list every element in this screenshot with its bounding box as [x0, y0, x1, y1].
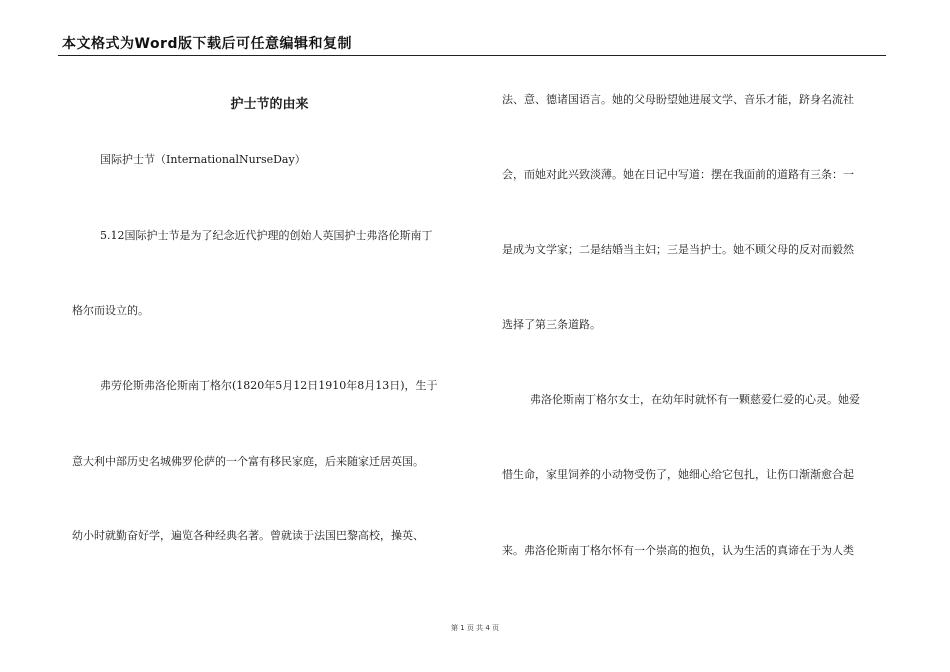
paragraph-line: 幼小时就勤奋好学，遍览各种经典名著。曾就读于法国巴黎高校，操英、	[72, 529, 424, 542]
paragraph-line: 弗劳伦斯弗洛伦斯南丁格尔(1820年5月12日1910年8月13日)，生于	[100, 379, 438, 392]
paragraph-line: 格尔而设立的。	[72, 304, 149, 317]
paragraph-line: 是成为文学家；二是结婚当主妇；三是当护士。她不顾父母的反对而毅然	[502, 243, 854, 256]
paragraph-line: 国际护士节（InternationalNurseDay）	[100, 153, 306, 166]
paragraph-line: 意大利中部历史名城佛罗伦萨的一个富有移民家庭，后来随家迁居英国。	[72, 455, 424, 468]
paragraph-line: 法、意、德诸国语言。她的父母盼望她进展文学、音乐才能，跻身名流社	[502, 93, 854, 106]
page-number: 第 1 页 共 4 页	[450, 624, 500, 632]
paragraph-line: 会，而她对此兴致淡薄。她在日记中写道：摆在我面前的道路有三条：一	[502, 168, 854, 181]
paragraph-line: 来。弗洛伦斯南丁格尔怀有一个崇高的抱负，认为生活的真谛在于为人类	[502, 544, 854, 557]
document-title: 护士节的由来	[230, 97, 309, 112]
paragraph-line: 选择了第三条道路。	[502, 318, 601, 331]
paragraph-line: 弗洛伦斯南丁格尔女士，在幼年时就怀有一颗慈爱仁爱的心灵。她爱	[530, 393, 860, 406]
right-column	[502, 0, 890, 672]
left-column	[72, 0, 467, 672]
paragraph-line: 惜生命，家里饲养的小动物受伤了，她细心给它包扎，让伤口渐渐愈合起	[502, 468, 854, 481]
paragraph-line: 5.12国际护士节是为了纪念近代护理的创始人英国护士弗洛伦斯南丁	[100, 229, 433, 242]
page-header: 本文格式为Word版下载后可任意编辑和复制	[62, 36, 352, 52]
